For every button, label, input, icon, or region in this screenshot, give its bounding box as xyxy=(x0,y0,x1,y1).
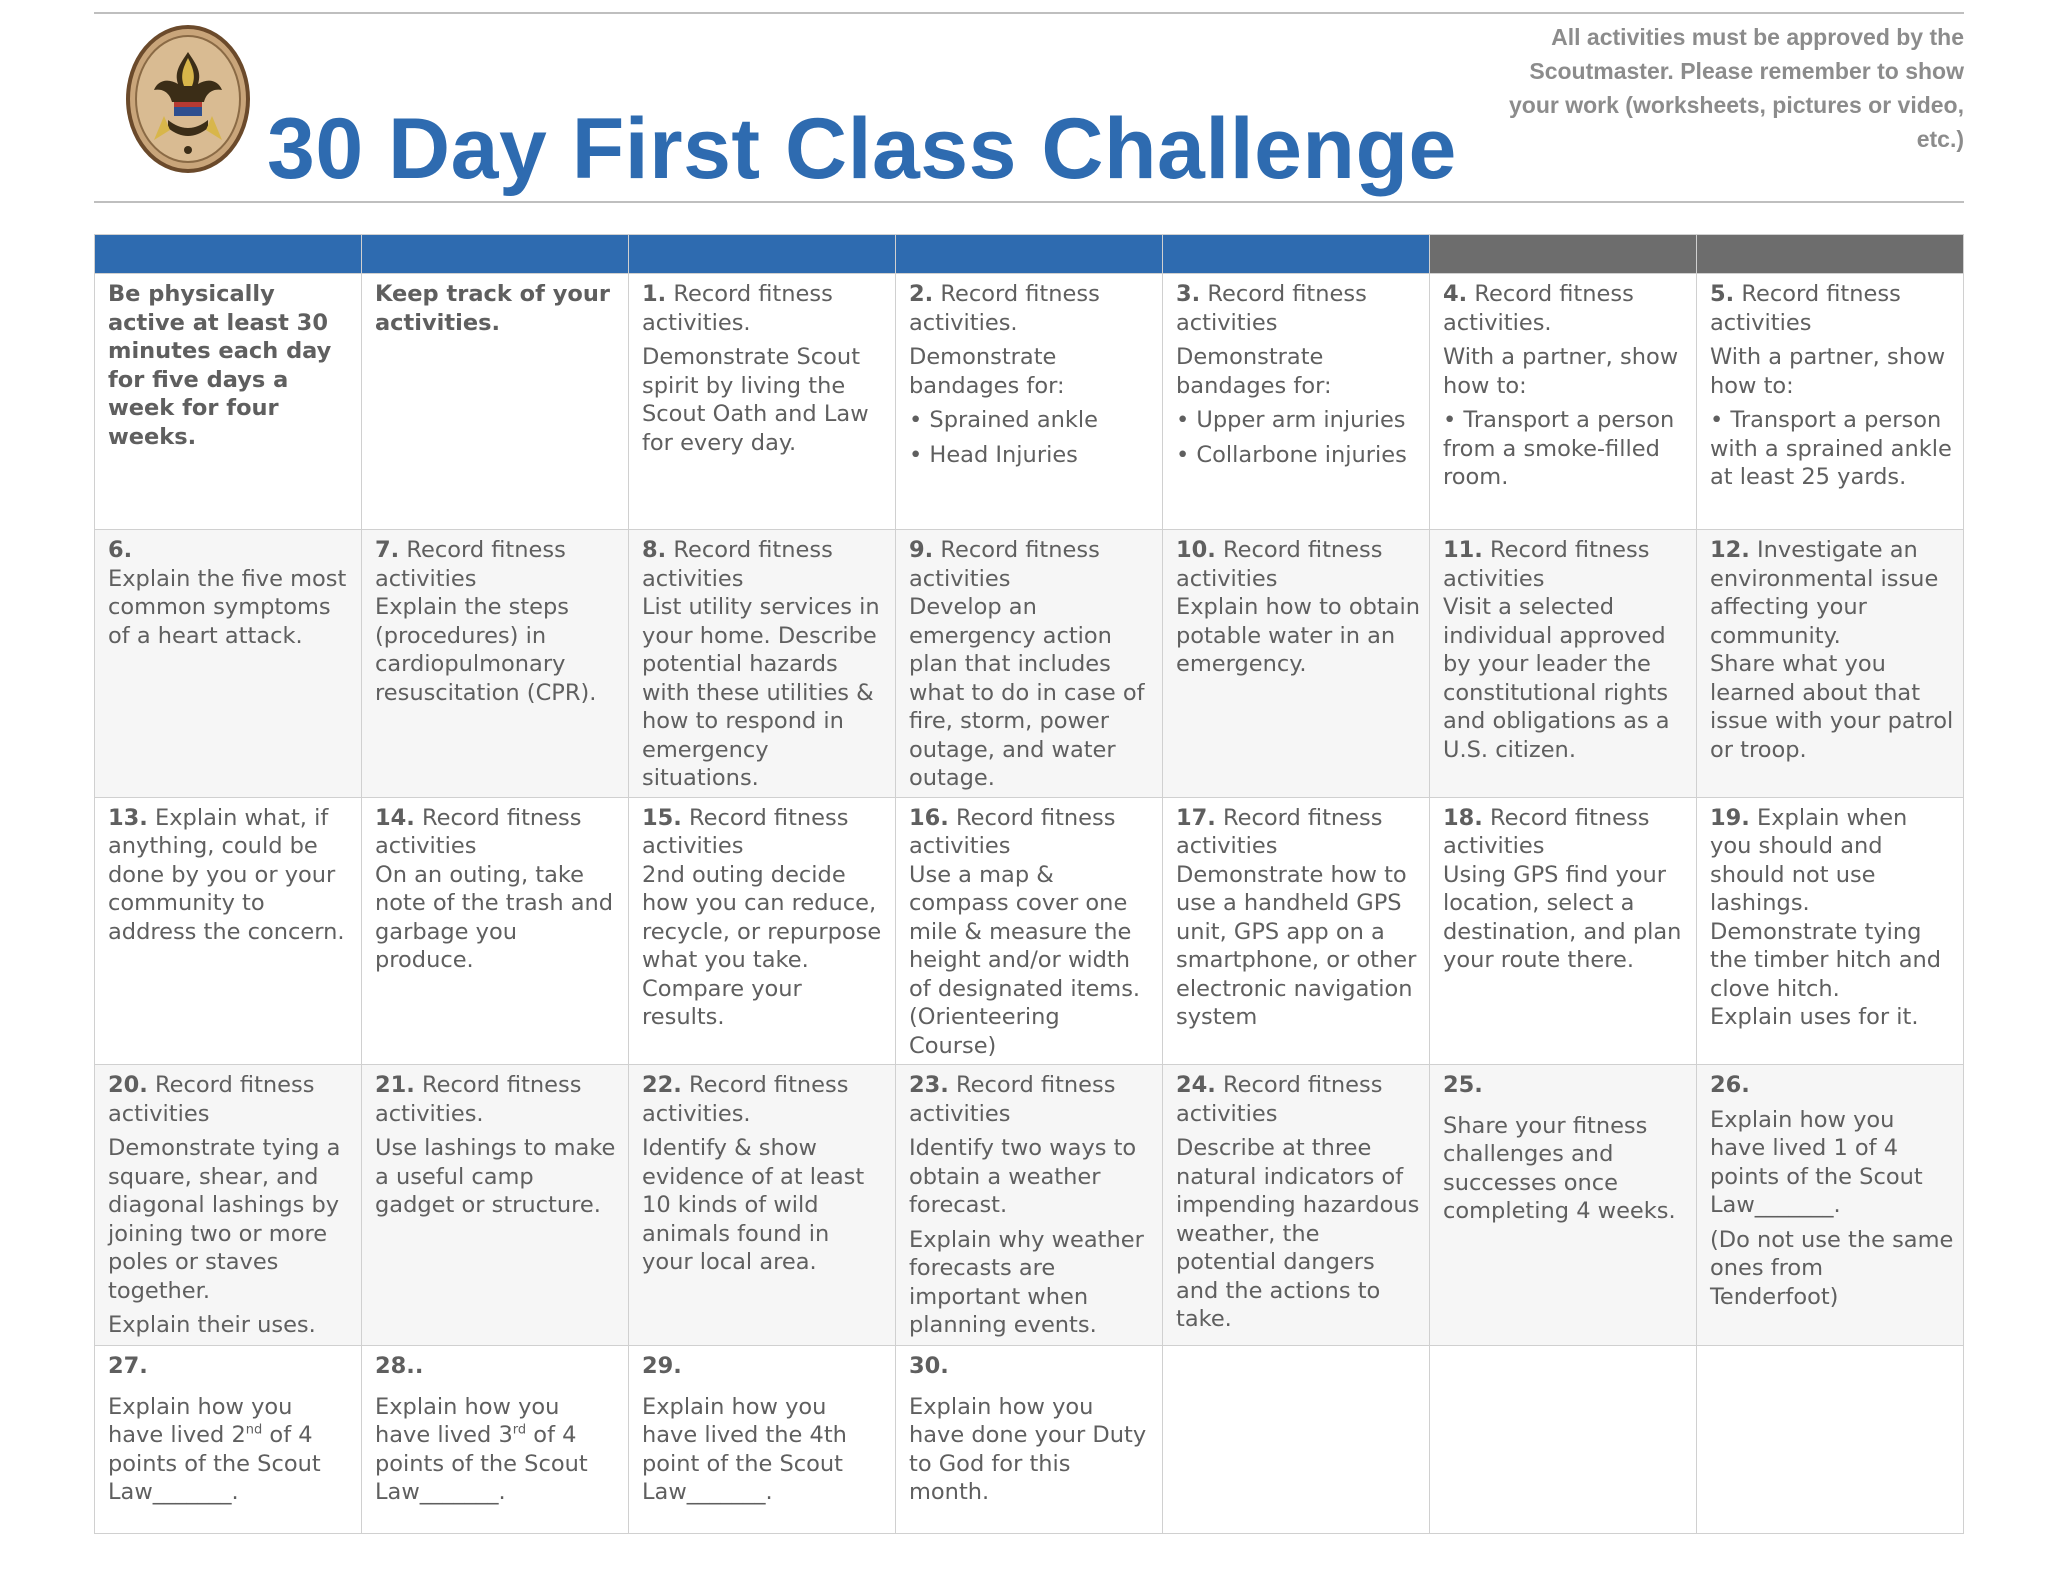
day-number: 13. xyxy=(108,804,148,831)
day-cell xyxy=(896,1346,1163,1534)
day-number: 22. xyxy=(642,1072,682,1098)
day-cell xyxy=(1697,274,1964,530)
empty-cell xyxy=(1163,1346,1430,1534)
day-text: Share what you learned about that issue with your patrol or troop. xyxy=(1710,651,1954,763)
day-cell xyxy=(362,1346,629,1534)
week-row xyxy=(95,797,1964,1065)
day-text: Record fitness activities xyxy=(909,537,1100,592)
header-cell xyxy=(896,235,1163,274)
day-text: Record fitness activities xyxy=(642,804,849,859)
day-cell xyxy=(362,1065,629,1346)
day-number: 25. xyxy=(1443,1072,1483,1098)
day-number: 10. xyxy=(1176,537,1216,563)
day-cell xyxy=(1430,1065,1697,1346)
day-cell xyxy=(896,1065,1163,1346)
day-text: Demonstrate tying a square, shear, and diagonal lashings by joining two or more poles or staves together. xyxy=(108,1135,341,1304)
day-cell xyxy=(1163,530,1430,798)
week-row xyxy=(95,1346,1964,1534)
day-number: 14. xyxy=(375,804,415,831)
day-text: 2nd outing decide how you can reduce, recycle, or repurpose what you take. Compare your results. xyxy=(642,861,882,1030)
day-cell xyxy=(629,274,896,530)
day-cell xyxy=(95,1346,362,1534)
day-number: 4. xyxy=(1443,281,1468,307)
day-number: 3. xyxy=(1176,281,1201,307)
day-cell xyxy=(1697,797,1964,1065)
day-cell xyxy=(362,797,629,1065)
top-rule xyxy=(94,12,1964,14)
day-bullet: • Head Injuries xyxy=(909,441,1078,468)
day-text: Record fitness activities xyxy=(909,1072,1116,1127)
day-text: Demonstrate bandages for: xyxy=(1176,344,1332,399)
day-cell xyxy=(1697,1065,1964,1346)
day-number: 21. xyxy=(375,1072,415,1098)
day-text: With a partner, show how to: xyxy=(1710,344,1946,399)
day-text: Explain why weather forecasts are important when planning events. xyxy=(909,1226,1144,1338)
day-number: 15. xyxy=(642,804,682,831)
day-number: 23. xyxy=(909,1072,949,1098)
day-text: Explain how you have done your Duty to God for this month. xyxy=(909,1393,1147,1505)
day-text: Explain the five most common symptoms of a heart attack. xyxy=(108,565,347,649)
day-cell xyxy=(1430,530,1697,798)
day-cell xyxy=(362,530,629,798)
day-text: Explain when you should and should not use lashings. Demonstrate tying the timber hitch and clove hitch. xyxy=(1710,804,1942,1002)
day-cell xyxy=(1163,1065,1430,1346)
day-text: Record fitness activities xyxy=(375,804,582,859)
day-text: Record fitness activities xyxy=(1176,804,1383,859)
day-text: Develop an emergency action plan that includes what to do in case of fire, storm, power outage, and water outage. xyxy=(909,594,1145,791)
day-cell xyxy=(95,797,362,1065)
day-cell xyxy=(629,1346,896,1534)
day-text: Record fitness activities. xyxy=(642,1072,849,1127)
day-cell xyxy=(896,797,1163,1065)
header-cell xyxy=(629,235,896,274)
day-text: Record fitness activities xyxy=(1176,537,1383,592)
day-number: 6. xyxy=(108,537,133,563)
day-text: Explain what, if anything, could be done by you or your community to address the concern. xyxy=(108,804,345,945)
day-number: 16. xyxy=(909,804,949,831)
day-number: 24. xyxy=(1176,1072,1216,1098)
day-text: Explain how you have lived the 4th point of the Scout Law_______. xyxy=(642,1393,847,1505)
day-text: Explain uses for it. xyxy=(1710,1004,1919,1030)
day-cell xyxy=(95,530,362,798)
day-text: Record fitness activities xyxy=(1443,804,1650,859)
day-text: Using GPS find your location, select a destination, and plan your route there. xyxy=(1443,861,1682,973)
day-text: Explain how you have lived 3rd of 4 points of the Scout Law_______. xyxy=(375,1393,588,1505)
day-text: Explain the steps (procedures) in cardiopulmonary resuscitation (CPR). xyxy=(375,594,597,706)
day-text: Record fitness activities xyxy=(108,1072,315,1127)
day-cell xyxy=(629,1065,896,1346)
title-rule xyxy=(94,201,1964,203)
day-number: 29. xyxy=(642,1353,682,1379)
day-text: List utility services in your home. Describe potential hazards with these utilities & how to respond in emergency situations. xyxy=(642,594,880,791)
day-bullet: • Sprained ankle xyxy=(909,407,1098,433)
day-text: Visit a selected individual approved by your leader the constitutional rights and obligations as a U.S. citizen. xyxy=(1443,594,1670,763)
day-bullet: • Upper arm injuries xyxy=(1176,407,1406,433)
day-cell xyxy=(1430,274,1697,530)
day-number: 11. xyxy=(1443,537,1483,563)
day-cell xyxy=(1430,797,1697,1065)
empty-cell xyxy=(1430,1346,1697,1534)
calendar-header-row xyxy=(95,235,1964,274)
day-number: 28.. xyxy=(375,1353,424,1379)
day-text: Record fitness activities. xyxy=(909,281,1100,336)
day-text: Share your fitness challenges and successes once completing 4 weeks. xyxy=(1443,1112,1676,1224)
header-cell xyxy=(95,235,362,274)
day-text: Explain their uses. xyxy=(108,1312,316,1338)
day-number: 7. xyxy=(375,537,400,563)
day-cell xyxy=(896,274,1163,530)
day-text: Use a map & compass cover one mile & measure the height and/or width of designated items. (Orienteering Course) xyxy=(909,861,1141,1059)
intro-track-text: Keep track of your activities. xyxy=(375,281,610,336)
day-number: 5. xyxy=(1710,281,1735,307)
day-cell xyxy=(95,1065,362,1346)
day-text: Record fitness activities. xyxy=(642,281,833,336)
day-text: With a partner, show how to: xyxy=(1443,344,1679,399)
day-text: Record fitness activities xyxy=(375,537,566,592)
day-cell xyxy=(1163,797,1430,1065)
day-number: 19. xyxy=(1710,804,1750,831)
day-cell xyxy=(1697,530,1964,798)
day-text: Record fitness activities xyxy=(1176,1072,1383,1127)
day-text: Record fitness activities xyxy=(1710,281,1901,336)
intro-track-cell xyxy=(362,274,629,530)
empty-cell xyxy=(1697,1346,1964,1534)
day-text: Record fitness activities xyxy=(642,537,833,592)
day-number: 17. xyxy=(1176,804,1216,831)
day-text: Record fitness activities. xyxy=(375,1072,582,1127)
page-title: 30 Day First Class Challenge xyxy=(267,101,1457,197)
week-row xyxy=(95,274,1964,530)
day-text: On an outing, take note of the trash and garbage you produce. xyxy=(375,861,614,973)
day-cell xyxy=(629,530,896,798)
day-text: Explain how to obtain potable water in an emergency. xyxy=(1176,594,1421,677)
day-text: Explain how you have lived 1 of 4 points of the Scout Law_______. xyxy=(1710,1106,1923,1218)
day-text: Identify & show evidence of at least 10 kinds of wild animals found in your local area. xyxy=(642,1135,865,1275)
intro-goal-cell xyxy=(95,274,362,530)
header-cell xyxy=(1163,235,1430,274)
day-bullet: • Collarbone injuries xyxy=(1176,441,1407,468)
header-cell xyxy=(362,235,629,274)
day-number: 26. xyxy=(1710,1072,1750,1098)
day-number: 9. xyxy=(909,537,934,563)
day-number: 12. xyxy=(1710,537,1750,563)
day-cell xyxy=(629,797,896,1065)
day-text: Record fitness activities. xyxy=(1443,281,1634,336)
day-text: (Do not use the same ones from Tenderfoot) xyxy=(1710,1226,1954,1310)
day-number: 1. xyxy=(642,281,667,307)
day-text: Record fitness activities xyxy=(1176,281,1367,336)
day-number: 2. xyxy=(909,281,934,307)
day-text: Demonstrate Scout spirit by living the Scout Oath and Law for every day. xyxy=(642,344,869,456)
day-text: Record fitness activities xyxy=(1443,537,1650,592)
day-text: Record fitness activities xyxy=(909,804,1116,859)
first-class-badge-icon xyxy=(124,24,252,174)
day-text: Describe at three natural indicators of impending hazardous weather, the potential dangers and the actions to take. xyxy=(1176,1135,1420,1332)
day-number: 20. xyxy=(108,1072,148,1098)
day-cell xyxy=(896,530,1163,798)
challenge-calendar xyxy=(94,234,1964,1534)
day-text: Explain how you have lived 2nd of 4 points of the Scout Law_______. xyxy=(108,1393,321,1505)
day-bullet: • Transport a person with a sprained ankle at least 25 yards. xyxy=(1710,407,1952,490)
approval-note: All activities must be approved by the Scoutmaster. Please remember to show your work (worksheets, pictures or video, etc.) xyxy=(1508,24,1964,152)
intro-goal-text: Be physically active at least 30 minutes each day for five days a week for four weeks. xyxy=(108,281,332,450)
week-row xyxy=(95,530,1964,798)
day-text: Identify two ways to obtain a weather forecast. xyxy=(909,1135,1137,1218)
header-cell xyxy=(1430,235,1697,274)
day-number: 8. xyxy=(642,537,667,563)
day-text: Demonstrate bandages for: xyxy=(909,344,1065,399)
day-text: Demonstrate how to use a handheld GPS unit, GPS app on a smartphone, or other electronic navigation system xyxy=(1176,861,1417,1030)
day-number: 18. xyxy=(1443,804,1483,831)
day-number: 27. xyxy=(108,1353,148,1379)
day-number: 30. xyxy=(909,1353,949,1379)
day-text: Investigate an environmental issue affecting your community. xyxy=(1710,537,1939,649)
day-text: Use lashings to make a useful camp gadget or structure. xyxy=(375,1135,616,1218)
day-cell xyxy=(1163,274,1430,530)
week-row xyxy=(95,1065,1964,1346)
day-bullet: • Transport a person from a smoke-filled room. xyxy=(1443,407,1675,490)
header-cell xyxy=(1697,235,1964,274)
